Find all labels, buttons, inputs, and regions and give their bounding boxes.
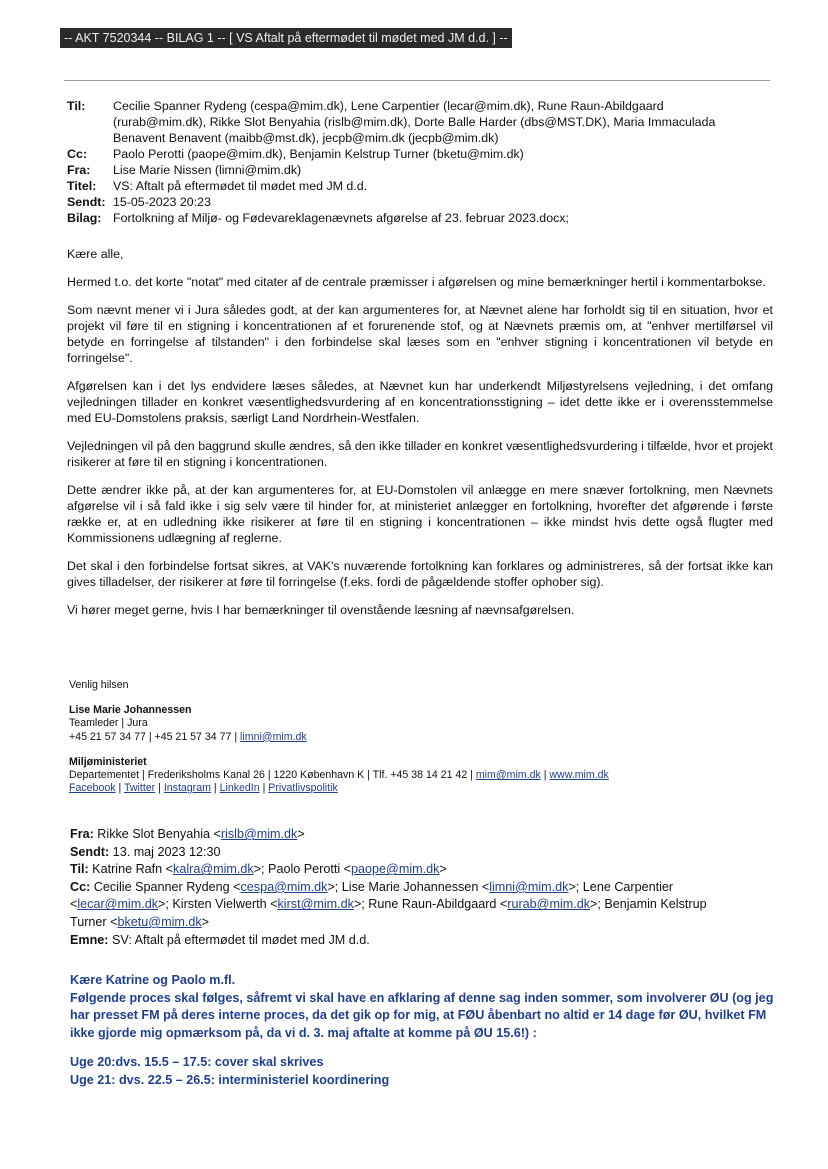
sent-label: Sendt: xyxy=(67,195,106,209)
fw-to: Til: Katrine Rafn <kalra@mim.dk>; Paolo Perotti <paope@mim.dk> xyxy=(70,862,447,877)
to-label: Til: xyxy=(67,99,86,113)
document-banner: -- AKT 7520344 -- BILAG 1 -- [ VS Aftalt på eftermødet til mødet med JM d.d. ] -- xyxy=(60,28,512,48)
cc-row xyxy=(67,146,715,162)
fw-cc-email-5[interactable]: rurab@mim.dk xyxy=(507,897,591,912)
paragraph-4: Vejledningen vil på den baggrund skulle ændres, så den ikke tillader en konkret væsentlighedsvurdering i tilfælde, hvor et projekt risikerer at føre til en stigning i koncentrationen. xyxy=(67,439,773,469)
signer-phone: +45 21 57 34 77 | +45 21 57 34 77 | limni@mim.dk xyxy=(69,730,307,743)
signer-role: Teamleder | Jura xyxy=(69,717,148,730)
fw-to-email-1[interactable]: kalra@mim.dk xyxy=(173,862,254,877)
attachment-label: Bilag: xyxy=(67,211,102,225)
fw-cc-email-6[interactable]: bketu@mim.dk xyxy=(117,914,202,929)
paragraph-6: Det skal i den forbindelse fortsat sikres, at VAK's nuværende fortolkning kan forklares og administreres, så der fortsat ikke kan gives tilladelser, der risikerer at føre til forringelse (f.eks. fordi de pågældende stoffer ophober sig). xyxy=(67,559,773,589)
closing: Venlig hilsen xyxy=(69,679,129,691)
reply-greeting: Kære Katrine og Paolo m.fl. xyxy=(70,973,236,987)
org-email-link[interactable]: mim@mim.dk xyxy=(475,769,541,782)
week-20-item: Uge 20:dvs. 15.5 – 17.5: cover skal skrives xyxy=(70,1055,324,1070)
facebook-link[interactable]: Facebook xyxy=(69,782,116,795)
reply-line-1: Følgende proces skal følges, såfremt vi skal have en afklaring af denne sag inden sommer, som involverer ØU (og jeg xyxy=(70,990,774,1005)
to-row xyxy=(67,98,715,146)
email-header xyxy=(67,98,787,226)
social-links: Facebook | Twitter | Instagram | LinkedIn | Privatlivspolitik xyxy=(69,782,338,795)
to-line-1: Cecilie Spanner Rydeng (cespa@mim.dk), Lene Carpentier (lecar@mim.dk), Rune Raun-Abildgaard xyxy=(113,99,664,113)
fw-cc-3: Turner <bketu@mim.dk> xyxy=(70,914,210,929)
org-name: Miljøministeriet xyxy=(69,755,147,768)
cc-value: Paolo Perotti (paope@mim.dk), Benjamin Kelstrup Turner (bketu@mim.dk) xyxy=(113,147,524,161)
header-divider xyxy=(64,80,770,81)
reply-line-3: ikke gjorde mig opmærksom på, da vi d. 3. maj aftalte at komme på ØU 15.6!) : xyxy=(70,1025,537,1040)
fw-cc-1: Cc: Cecilie Spanner Rydeng <cespa@mim.dk>; Lise Marie Johannessen <limni@mim.dk>; Lene Carpentier xyxy=(70,879,674,894)
fw-sent: Sendt: 13. maj 2023 12:30 xyxy=(70,844,221,859)
fw-cc-email-1[interactable]: cespa@mim.dk xyxy=(240,879,328,894)
email-body xyxy=(67,246,773,630)
twitter-link[interactable]: Twitter xyxy=(123,782,156,795)
instagram-link[interactable]: Instagram xyxy=(163,782,211,795)
linkedin-link[interactable]: LinkedIn xyxy=(219,782,260,795)
signature xyxy=(69,679,775,795)
fw-to-email-2[interactable]: paope@mim.dk xyxy=(351,862,440,877)
title-label: Titel: xyxy=(67,179,97,193)
week-21-item: Uge 21: dvs. 22.5 – 26.5: interministeriel koordinering xyxy=(70,1072,390,1087)
org-address: Departementet | Frederiksholms Kanal 26 | 1220 København K | Tlf. +45 38 14 21 42 | mim@mim.dk | www.mim.dk xyxy=(69,769,609,782)
fw-from: Fra: Rikke Slot Benyahia <rislb@mim.dk> xyxy=(70,827,305,841)
title-row xyxy=(67,178,715,194)
fw-subject: Emne: SV: Aftalt på eftermødet til mødet med JM d.d. xyxy=(70,932,370,947)
sent-row xyxy=(67,194,715,210)
reply-line-2: har presset FM på deres interne proces, da det gik op for mig, at FØU åbenbart no altid er 14 dage før ØU, hvilket FM xyxy=(70,1008,767,1023)
org-web-link[interactable]: www.mim.dk xyxy=(549,769,609,782)
fw-cc-2: <lecar@mim.dk>; Kirsten Vielwerth <kirst@mim.dk>; Rune Raun-Abildgaard <rurab@mim.dk>; Benjamin Kelstrup xyxy=(70,897,707,912)
attachment-value: Fortolkning af Miljø- og Fødevareklagenævnets afgørelse af 23. februar 2023.docx; xyxy=(113,211,569,225)
to-line-3: Benavent Benavent (maibb@mst.dk), jecpb@mim.dk (jecpb@mim.dk) xyxy=(113,131,499,145)
attachment-row xyxy=(67,210,715,226)
fw-cc-email-2[interactable]: limni@mim.dk xyxy=(489,879,569,894)
fw-cc-email-4[interactable]: kirst@mim.dk xyxy=(277,897,354,912)
to-line-2: (rurab@mim.dk), Rikke Slot Benyahia (rislb@mim.dk), Dorte Balle Harder (dbs@MST.DK), Maria Immaculada xyxy=(113,115,716,129)
paragraph-1: Hermed t.o. det korte "notat" med citater af de centrale præmisser i afgørelsen og mine bemærkninger hertil i kommentarbokse. xyxy=(67,275,766,289)
signer-email-link[interactable]: limni@mim.dk xyxy=(240,730,307,743)
from-row xyxy=(67,162,715,178)
to-value xyxy=(113,98,715,146)
cc-label: Cc: xyxy=(67,147,87,161)
signer-name: Lise Marie Johannessen xyxy=(69,704,192,717)
greeting: Kære alle, xyxy=(67,247,124,261)
paragraph-2: Som nævnt mener vi i Jura således godt, at der kan argumenteres for, at Nævnet alene har forholdt sig til en situation, hvor et projekt vil føre til en stigning i koncentrationen af et forurenende stof, og at Nævnets præmis om, at "enhver mertilførsel vil betyde en forringelse af tilstanden" i den forbindelse skal læses som en "enhver stigning i koncentrationen vil betyde en forringelse". xyxy=(67,303,773,365)
sent-value: 15-05-2023 20:23 xyxy=(113,195,211,209)
from-value: Lise Marie Nissen (limni@mim.dk) xyxy=(113,163,302,177)
title-value: VS: Aftalt på eftermødet til mødet med JM d.d. xyxy=(113,179,368,193)
paragraph-3: Afgørelsen kan i det lys endvidere læses således, at Nævnet kun har underkendt Miljøstyrelsens vejledning, i det omfang vejledningen tillader en konkret væsentlighedsvurdering af en koncentrationsstigning – idet dette ikke er i overensstemmelse med EU-Domstolens praksis, særligt Land Nordrhein-Westfalen. xyxy=(67,379,773,425)
reply-body xyxy=(70,972,790,1090)
from-label: Fra: xyxy=(67,163,91,177)
fw-cc-email-3[interactable]: lecar@mim.dk xyxy=(77,897,159,912)
forwarded-header xyxy=(70,826,790,949)
fw-from-email[interactable]: rislb@mim.dk xyxy=(220,827,298,841)
paragraph-7: Vi hører meget gerne, hvis I har bemærkninger til ovenstående læsning af nævnsafgørelsen. xyxy=(67,603,575,617)
paragraph-5: Dette ændrer ikke på, at der kan argumenteres for, at EU-Domstolen vil anlægge en mere snæver fortolkning, men Nævnets afgørelse vil i så fald ikke i sig selv være til hinder for, at ministeriet anlægger en fortolkning, hvorefter det afgørende i første række er, at en udledning ikke risikerer at føre til en stigning i koncentrationen – ikke mindst hvis dette også flugter med Kommissionens udlægning af reglerne. xyxy=(67,483,773,545)
privacy-link[interactable]: Privatlivspolitik xyxy=(268,782,338,795)
